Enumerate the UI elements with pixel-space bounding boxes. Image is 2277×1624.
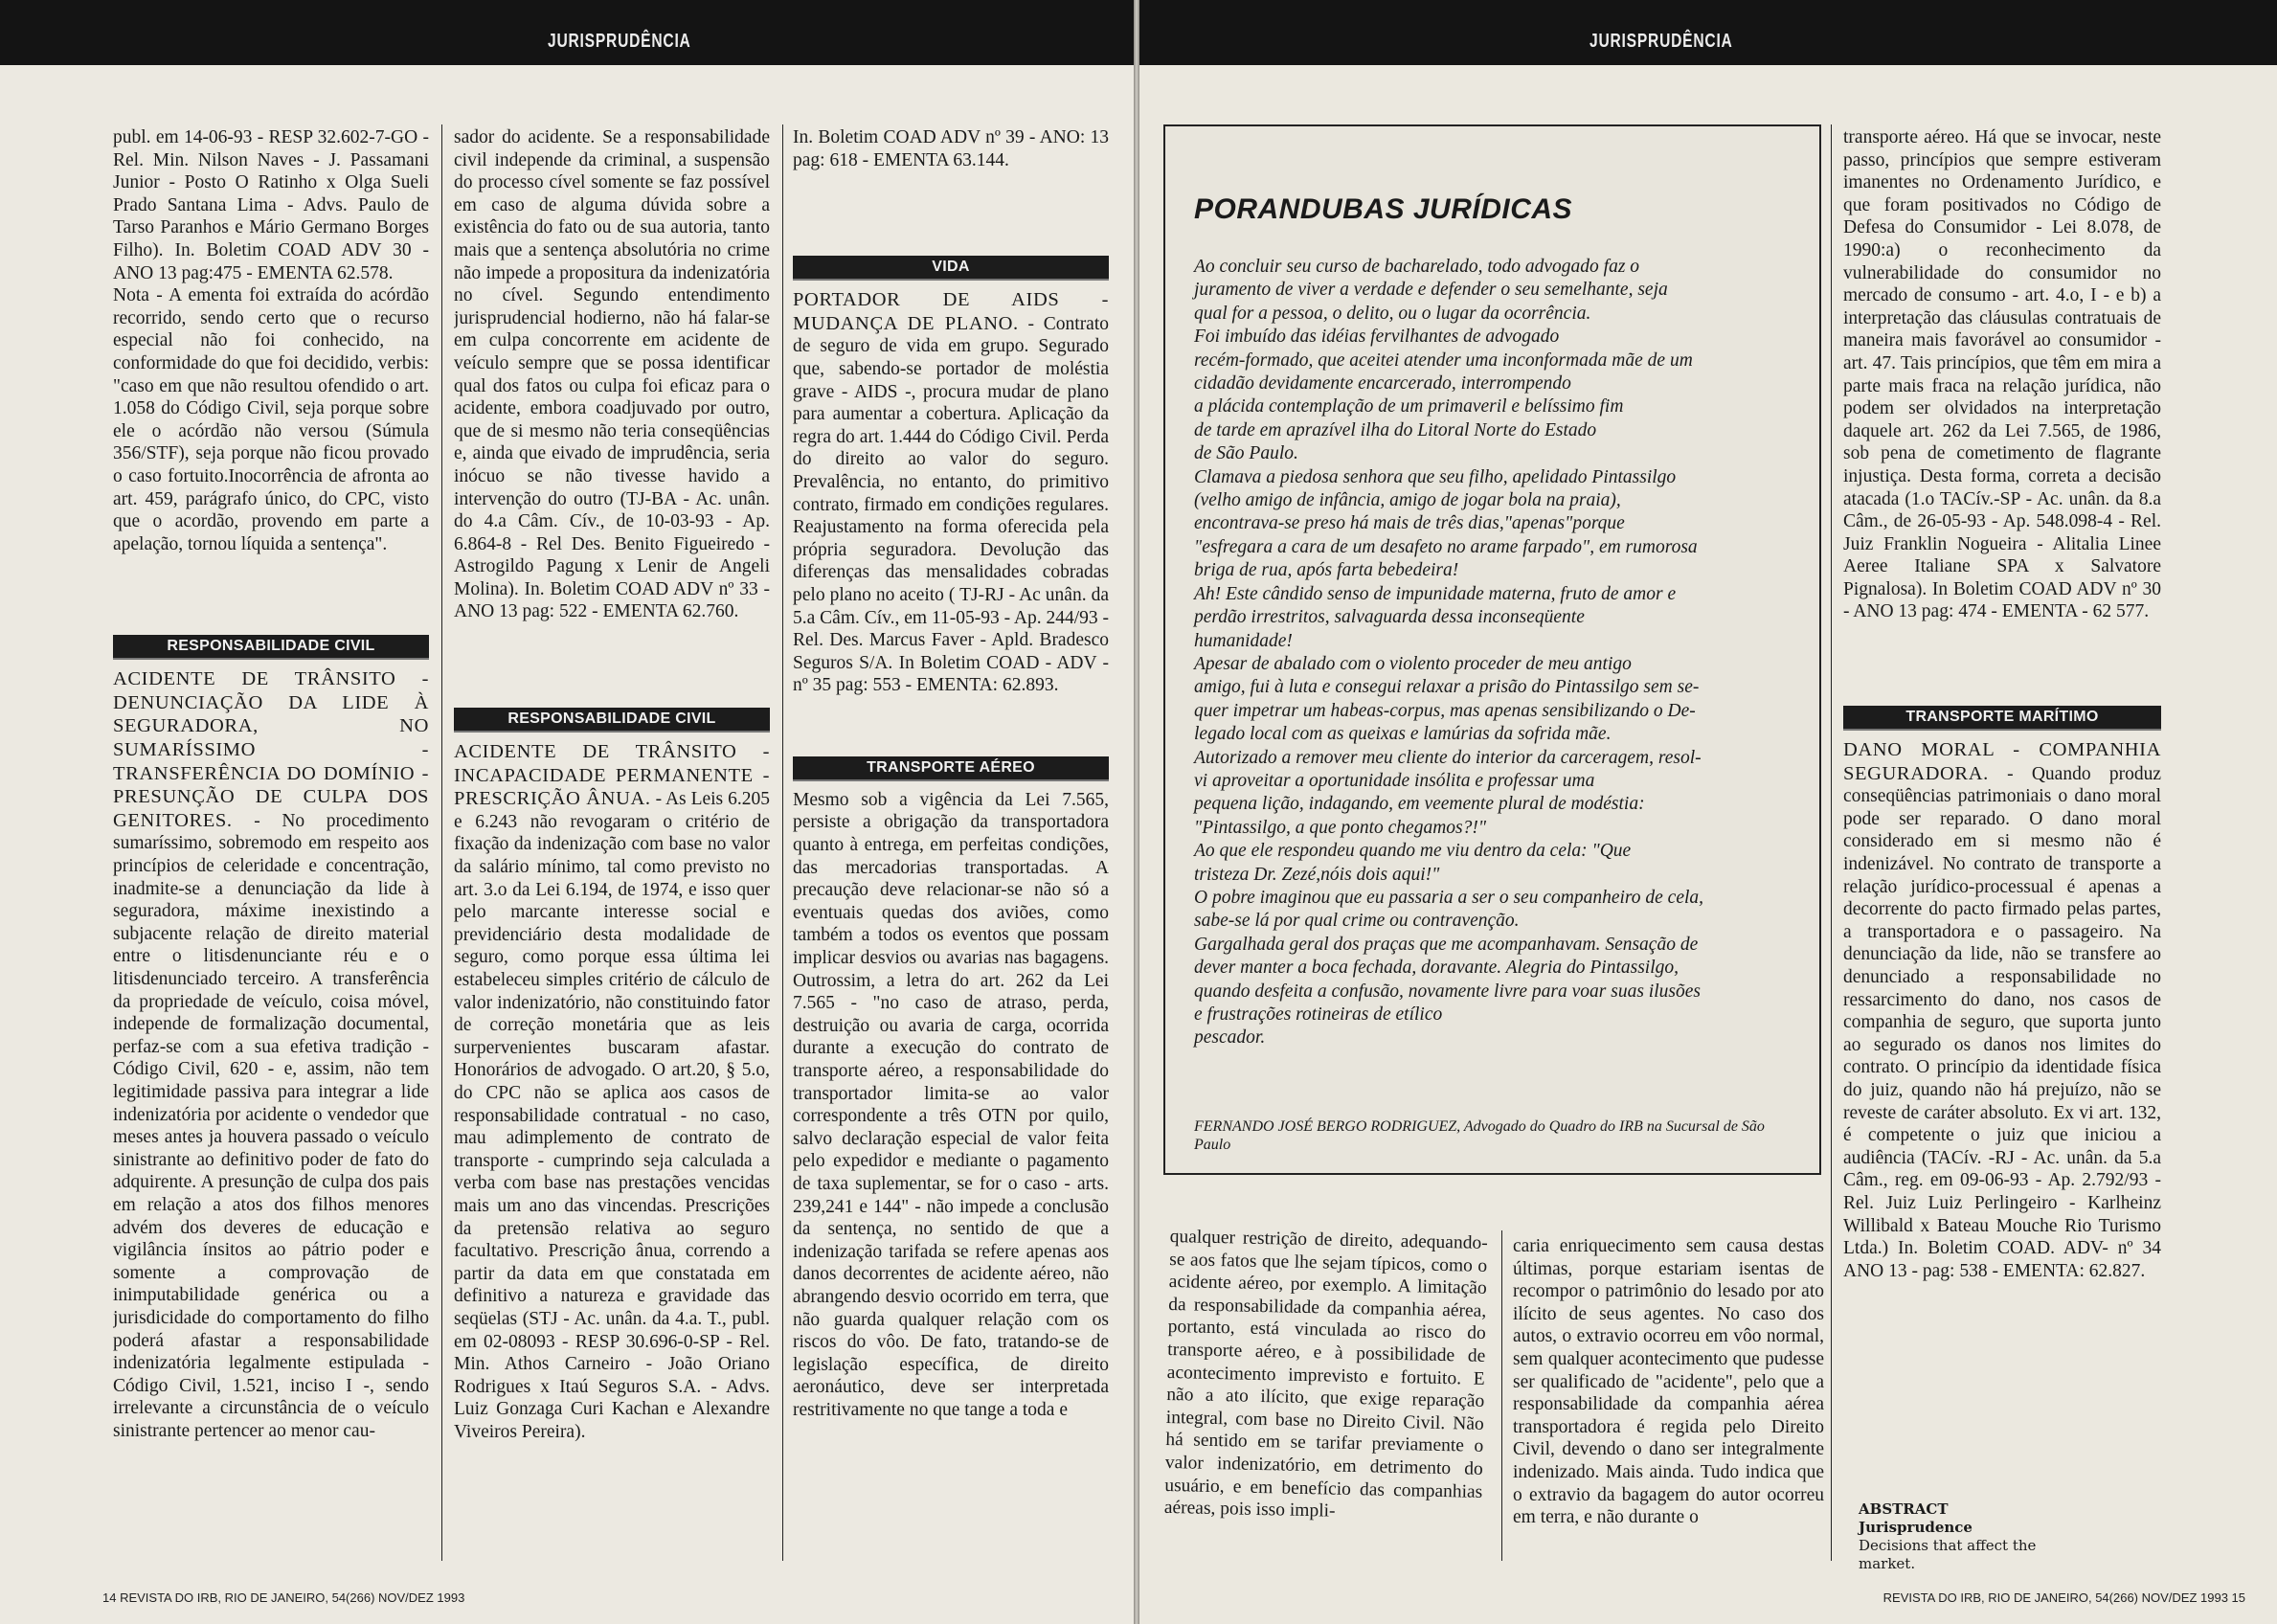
box-line: Gargalhada geral dos praças que me acompanhavam. Sensação de [1194, 934, 1699, 955]
column-2 [454, 126, 770, 1553]
col1-paragraph-3: - No procedimento sumaríssimo, sobremodo em respeito aos princípios de celeridade e concentração, inadmite-se a denunciação da lide à seguradora, máxime inexistindo a subjacente relação de direito material entre o litisdenunciante réu e o litisdenunciado terceiro. A transferência da propriedade de veículo, coisa móvel, independe de formalização documental, perfaz-se com a sua efetiva tradição - Código Civil, 620 - e, assim, não tem legitimidade passiva para integrar a lide indenizatória por acidente o vendedor que meses antes ja houvera passado o veículo sinistrante ao definitivo poder de fato do adquirente. A presunção de culpa dos pais em relação a atos dos filhos menores advém dos deveres de educação e vigilância ínsitos ao pátrio poder e somente a comprovação de inimputabilidade genérica ou a jurisdicidade do comportamento do filho poderá afastar a responsabilidade indenizatória legalmente estipulada - Código Civil, 1.521, inciso I -, sendo irrelevante a circunstância de o veículo sinistrante pertencer ao menor cau- [113, 810, 429, 1441]
box-line: vi aproveitar a oportunidade insólita e professar uma [1194, 770, 1595, 791]
column-5 [1162, 1226, 1487, 1577]
box-line: Ao concluir seu curso de bacharelado, todo advogado faz o [1194, 257, 1640, 277]
col1-paragraph-2: Nota - A ementa foi extraída do acórdão recorrido, sendo certo que o recurso especial não foi conhecido, na conformidade do que foi decidido, verbis: "caso em que não resultou ofendido o art. 1.058 do Código Civil, seja porque sobre ele o acórdão não versou (Súmula 356/STF), seja porque não ficou provado o caso fortuito.Inocorrência de afronta ao art. 459, parágrafo único, do CPC, visto que o acordão, provendo em parte a apelação, tornou líquida a sentença". [113, 285, 429, 554]
left-page-footer: 14 REVISTA DO IRB, RIO DE JANEIRO, 54(266) NOV/DEZ 1993 [102, 1590, 465, 1605]
box-line: dever manter a boca fechada, doravante. Alegria do Pintassilgo, [1194, 958, 1680, 979]
box-line: pequena lição, indagando, em veemente plural de modéstia: [1194, 794, 1645, 815]
box-line: quer impetrar um habeas-corpus, mas apenas sensibilizando o De- [1194, 700, 1696, 721]
section-bar-transporte-maritimo: TRANSPORTE MARÍTIMO [1843, 706, 2161, 731]
column-divider [782, 124, 783, 1561]
col7-paragraph-2: - Quando produz conseqüências patrimoniais o dano moral pode ser reparado. O dano moral considerado em si mesmo não é indenizável. No contrato de transporte a relação jurídico-processual é apenas a decorrente do pacto firmado pelas partes, a transportadora e o passageiro. Na denunciação da lide, não se transfere ao denunciado a responsabilidade no ressarcimento do dano, nos casos de companhia de seguro, que suporta junto ao segurado os danos nos limites do contrato. O princípio da identidade física do juiz, quando não há prejuízo, não se reveste de caráter absoluto. Ex vi art. 132, é competente o juiz que iniciou a audiência (TACív. -RJ - Ac. unân. da 5.a Câm., reg. em 09-06-93 - Ap. 2.792/93 - Rel. Juiz Luiz Perlingeiro - Karlheinz Willibald x Bateau Mouche Rio Turismo Ltda.) In. Boletim COAD. ADV- nº 34 ANO 13 - pag: 538 - EMENTA: 62.827. [1843, 763, 2161, 1281]
box-line: perdão irrestritos, salvaguarda dessa inconseqüente [1194, 607, 1585, 628]
col7-heading: DANO MORAL - COMPANHIA SEGURADORA. [1843, 739, 2161, 784]
column-divider [1831, 124, 1832, 1561]
box-line: humanidade! [1194, 630, 1293, 651]
section-bar-responsabilidade-civil-2: RESPONSABILIDADE CIVIL [454, 708, 770, 733]
box-author: FERNANDO JOSÉ BERGO RODRIGUEZ, Advogado do Quadro do IRB na Sucursal de São Paulo [1194, 1118, 1765, 1153]
col3-heading: PORTADOR DE AIDS - MUDANÇA DE PLANO. [793, 289, 1109, 334]
box-line: recém-formado, que aceitei atender uma inconformada mãe de um [1194, 350, 1693, 371]
column-1 [113, 126, 429, 1553]
box-line: sabe-se lá por qual crime ou contravenção. [1194, 911, 1520, 932]
box-line: a plácida contemplação de um primaveril e belíssimo fim [1194, 396, 1624, 417]
column-6 [1513, 1235, 1824, 1561]
box-line: e frustrações rotineiras de etílico [1194, 1004, 1443, 1025]
porandubas-box [1163, 124, 1821, 1175]
col3-paragraph-3: Mesmo sob a vigência da Lei 7.565, persiste a obrigação da transportadora quanto à entrega, em perfeitas condições, das mercadorias transportadas. A precaução deve relacionar-se não só a eventuais quedas dos aviões, como também a todos os eventos que possam implicar desvios ou avarias nas bagagens. Outrossim, a letra do art. 262 da Lei 7.565 - "no caso de atraso, perda, destruição ou avaria de carga, ocorrida durante a execução do contrato de transporte aéreo, a responsabilidade do transportador limita-se ao valor correspondente a três OTN por quilo, salvo declaração especial de valor feita pelo expedidor e mediante o pagamento de taxa suplementar, se for o caso - arts. 239,241 e 144" - não impede a conclusão da sentença, no sentido de que a indenização tarifada se refere apenas aos danos decorrentes de acidente aéreo, não abrangendo desvio ocorrido em terra, que não guarda qualquer relação com os riscos do vôo. De fato, tratando-se de legislação específica, de direito aeronáutico, deve ser interpretada restritivamente no que tange a toda e [793, 789, 1109, 1420]
col5-paragraph-1: qualquer restrição de direito, adequando-se aos fatos que lhe sejam típicos, como o acidente aéreo, por exemplo. A limitação da responsabilidade da companhia aérea, portanto, está vinculada ao risco do transporte aéreo, e à possibilidade de acontecimento imprevisto e fortuito. E não a ato ilícito, que exige reparação integral, com base no Direito Civil. Não há sentido em se tarifar previamente o valor indenizatório, em detrimento do usuário, e em benefício das companhias aéreas, pois isso impli- [1163, 1226, 1488, 1522]
abstract-line-1: Jurisprudence [1859, 1519, 1973, 1536]
section-bar-responsabilidade-civil: RESPONSABILIDADE CIVIL [113, 635, 429, 660]
right-page-footer: REVISTA DO IRB, RIO DE JANEIRO, 54(266) NOV/DEZ 1993 15 [1882, 1590, 2245, 1605]
box-line: Autorizado a remover meu cliente do interior da carceragem, resol- [1194, 747, 1702, 768]
col3-paragraph-1: In. Boletim COAD ADV nº 39 - ANO: 13 pag: 618 - EMENTA 63.144. [793, 127, 1109, 170]
col3-paragraph-2: - Contrato de seguro de vida em grupo. Segurado que, sabendo-se portador de moléstia grave - AIDS -, procura mudar de plano para aumentar a cobertura. Aplicação da regra do art. 1.444 do Código Civil. Perda do direito ao valor do seguro. Prevalência, no entanto, do primitivo contrato, firmado em condições regulares. Reajustamento na forma oferecida pela própria seguradora. Devolução das diferenças das mensalidades cobradas pelo plano no aceito ( TJ-RJ - Ac unân. da 5.a Câm. Cív., em 11-05-93 - Ap. 244/93 - Rel. Des. Marcus Faver - Apld. Bradesco Seguros S/A. In Boletim COAD - ADV -nº 35 pag: 553 - EMENTA: 62.893. [793, 313, 1109, 696]
box-line: pescador. [1194, 1027, 1266, 1049]
col7-paragraph-1: transporte aéreo. Há que se invocar, neste passo, princípios que sempre estiveram imanentes no Ordenamento Jurídico, e que foram positivados no Código de Defesa do Consumidor - Lei 8.078, de 1990:a) o reconhecimento da vulnerabilidade do consumidor no mercado de consumo - art. 4.o, I - e b) a interpretação das cláusulas contratuais de maneira mais favorável ao consumidor - art. 47. Tais princípios, que têm em mira a parte mais fraca na relação jurídica, não podem ser olvidados na interpretação daquele art. 262 da Lei 7.565, de 1986, sob pena de cometimento de flagrante injustiça. Desta forma, correta a decisão atacada (1.o TACív.-SP - Ac. unân. da 8.a Câm., de 26-05-93 - Ap. 548.098-4 - Rel. Juiz Franklin Nogueira - Alitalia Linee Aeree Italiane SPA x Salvatore Pignalosa). In Boletim COAD ADV nº 30 - ANO 13 pag: 474 - EMENTA - 62 577. [1843, 127, 2161, 622]
section-bar-vida: VIDA [793, 256, 1109, 281]
abstract-block [1859, 1500, 2069, 1573]
column-divider [1501, 1230, 1502, 1561]
col2-paragraph-1: sador do acidente. Se a responsabilidade civil independe da criminal, a suspensão do processo cível somente se faz possível em caso de alguma dúvida sobre a existência do fato ou de sua autoria, tanto mais que a sentença absolutória no crime não impede a propositura da indenizatória no cível. Segundo entendimento jurisprudencial hodierno, não há falar-se em culpa concorrente em acidente de veículo sempre que se possa identificar qual dos fatos ou culpa foi eficaz para o acidente, embora coadjuvado por outro, que de si mesmo não teria conseqüências e, ainda que eivado de imprudência, seria inócuo se não tivesse havido a intervenção do outro (TJ-BA - Ac. unân. do 4.a Câm. Cív., de 10-03-93 - Ap. 6.864-8 - Rel Des. Benito Figueiredo - Astrogildo Pagung x Lenir de Angeli Molina). In. Boletim COAD ADV nº 33 - ANO 13 pag: 522 - EMENTA 62.760. [454, 127, 770, 622]
col1-paragraph-1: publ. em 14-06-93 - RESP 32.602-7-GO - Rel. Min. Nilson Naves - J. Passamani Junior - Posto O Ratinho x Olga Sueli Prado Santana Lima - Advs. Paulo de Tarso Paranhos e Mário Germano Borges Filho). In. Boletim COAD ADV 30 - ANO 13 pag:475 - EMENTA 62.578. [113, 127, 429, 283]
box-line: (velho amigo de infância, amigo de jogar bola na praia), [1194, 490, 1621, 511]
left-section-header: JURISPRUDÊNCIA [548, 31, 691, 52]
abstract-label: ABSTRACT [1859, 1500, 1949, 1518]
column-7 [1843, 126, 2161, 1553]
box-line: de tarde em aprazível ilha do Litoral Norte do Estado [1194, 419, 1597, 440]
box-line: Ao que ele respondeu quando me viu dentro da cela: "Que [1194, 841, 1632, 862]
left-page [0, 0, 1134, 1624]
box-line: Foi imbuído das idéias fervilhantes de advogado [1194, 327, 1560, 348]
right-section-header: JURISPRUDÊNCIA [1589, 31, 1733, 52]
section-bar-transporte-aereo: TRANSPORTE AÉREO [793, 756, 1109, 781]
box-line: juramento de viver a verdade e defender o seu semelhante, seja [1194, 280, 1668, 301]
right-header-bar [1139, 0, 2277, 65]
column-3 [793, 126, 1109, 1553]
box-title: PORANDUBAS JURÍDICAS [1194, 193, 1573, 225]
box-line: quando desfeita a confusão, novamente livre para voar suas ilusões [1194, 981, 1701, 1002]
box-line: briga de rua, após farta bebedeira! [1194, 560, 1459, 581]
box-line: legado local com as queixas e lamúrias da sofrida mãe. [1194, 724, 1612, 745]
col2-paragraph-2: - As Leis 6.205 e 6.243 não revogaram o critério de fixação da indenização com base no valor da salário mínimo, tal como previsto no art. 3.o da Lei 6.194, de 1974, e isso quer pelo marcante interesse social e previdenciário desta modalidade de seguro, como porque essa última lei estabeleceu simples critério de cálculo de valor indenizatório, não constituindo fator de correção monetária que as leis surpervenientes buscaram afastar. Honorários de advogado. O art.20, § 5.o, do CPC não se aplica aos casos de responsabilidade contratual - no caso, mau adimplemento de contrato de transporte - cumprindo seja calculada a verba com base nas prestações vencidas mais um ano das vincendas. Prescrições da pretensão relativa ao seguro facultativo. Prescrição ânua, correndo a partir da data em que constatada em definitivo a natureza e gravidade das seqüelas (STJ - Ac. unân. da 4.a. T., publ. em 02-08093 - RESP 30.696-0-SP - Rel. Min. Athos Carneiro - João Oriano Rodrigues x Itaú Seguros S.A. - Advs. Luiz Gonzaga Curi Kachan e Alexandre Viveiros Pereira). [454, 789, 770, 1442]
abstract-line-2: Decisions that affect the market. [1859, 1537, 2037, 1572]
box-line: Apesar de abalado com o violento proceder de meu antigo [1194, 653, 1632, 674]
box-line: O pobre imaginou que eu passaria a ser o seu companheiro de cela, [1194, 887, 1704, 908]
box-line: amigo, fui à luta e consegui relaxar a prisão do Pintassilgo sem se- [1194, 677, 1700, 698]
col2-heading: ACIDENTE DE TRÂNSITO - INCAPACIDADE PERMANENTE - PRESCRIÇÃO ÂNUA. [454, 741, 770, 810]
box-line: encontrava-se preso há mais de três dias,"apenas"porque [1194, 513, 1625, 534]
box-line: de São Paulo. [1194, 443, 1298, 464]
box-line: "esfregara a cara de um desafeto no arame farpado", em rumorosa [1194, 536, 1698, 557]
left-header-bar [0, 0, 1134, 65]
box-line: "Pintassilgo, a que ponto chegamos?!" [1194, 817, 1487, 838]
box-line: qual for a pessoa, o delito, ou o lugar da ocorrência. [1194, 303, 1591, 324]
box-line: Ah! Este cândido senso de impunidade materna, fruto de amor e [1194, 583, 1677, 604]
box-text [1194, 256, 1797, 1050]
col6-paragraph-1: caria enriquecimento sem causa destas últimas, porque estariam isentas de recompor o patrimônio do lesado por ato ilícito de seus agentes. No caso dos autos, o extravio ocorreu em vôo normal, sem qualquer acontecimento que pudesse ser qualificado de "acidente", pelo que a responsabilidade da companhia aérea transportadora é regida pelo Direito Civil, devendo o dano ser integralmente indenizado. Mais ainda. Tudo indica que o extravio da bagagem do autor ocorreu em terra, e não durante o [1513, 1236, 1824, 1528]
box-line: Clamava a piedosa senhora que seu filho, apelidado Pintassilgo [1194, 466, 1677, 487]
col1-heading: ACIDENTE DE TRÂNSITO - DENUNCIAÇÃO DA LIDE À SEGURADORA, NO SUMARÍSSIMO - TRANSFERÊNCIA DO DOMÍNIO - PRESUNÇÃO DE CULPA DOS GENITORES. [113, 668, 429, 831]
box-line: tristeza Dr. Zezé,nóis dois aqui!" [1194, 864, 1440, 885]
column-divider [441, 124, 442, 1561]
box-line: cidadão devidamente encarcerado, interrompendo [1194, 373, 1571, 395]
